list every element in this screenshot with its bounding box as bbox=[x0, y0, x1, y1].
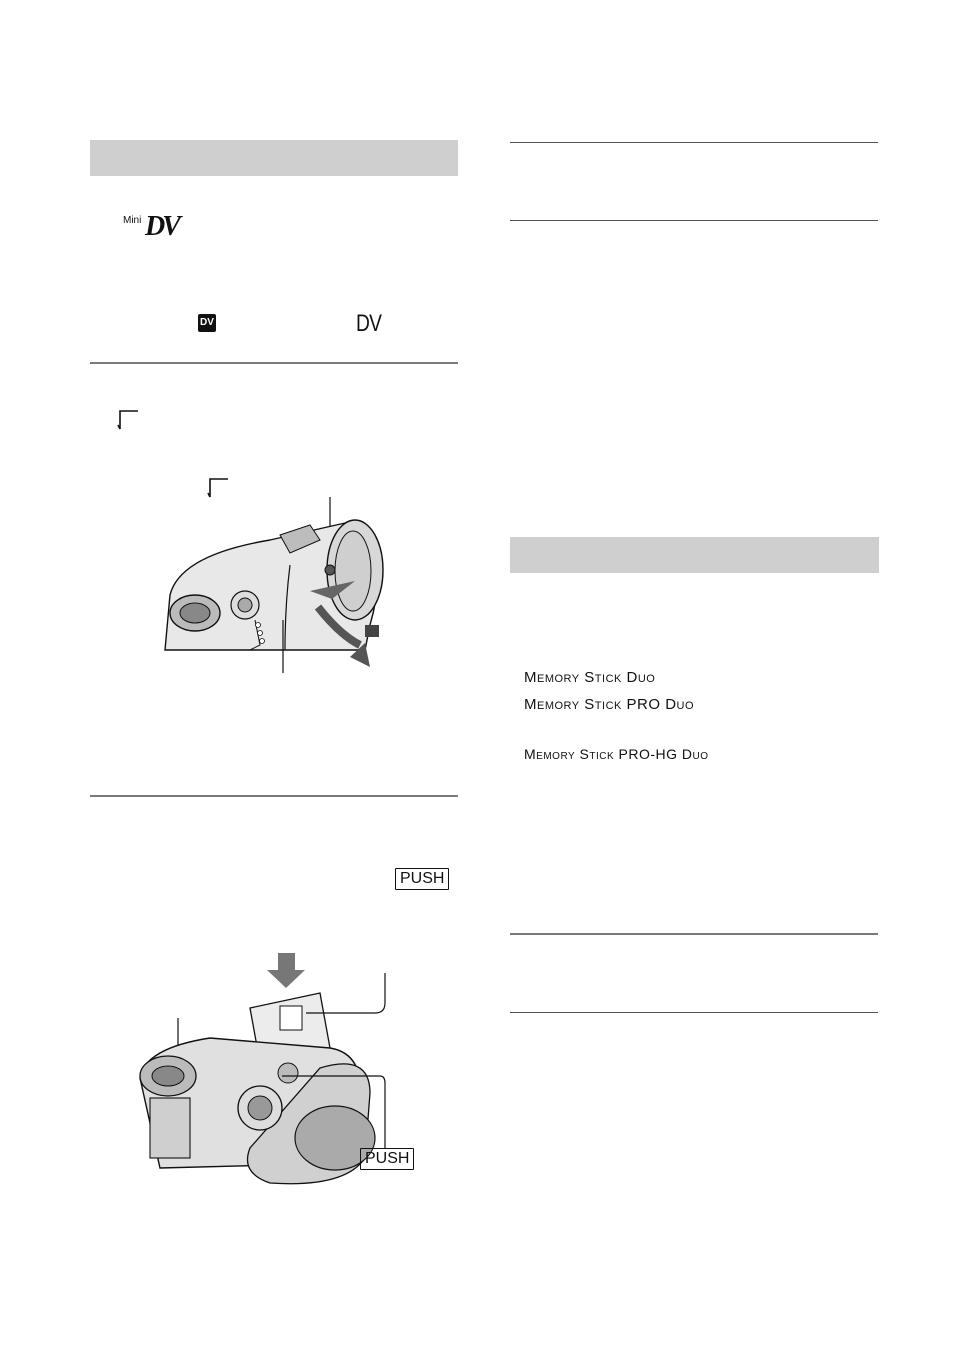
dv-plain-logo: DV bbox=[356, 310, 382, 337]
rule-right-4 bbox=[510, 1012, 878, 1013]
section-header-bar-right bbox=[510, 537, 879, 573]
mini-dv-logo bbox=[123, 213, 183, 243]
dv-box-mark-icon bbox=[198, 314, 216, 332]
mini-dv-logo-small: Mini bbox=[123, 215, 142, 226]
rule-right-2 bbox=[510, 220, 878, 221]
memory-stick-pro-hg-duo: Memory Stick PRO-HG Duo bbox=[524, 746, 709, 762]
camcorder-eject-illustration bbox=[160, 495, 390, 675]
memory-stick-duo: Memory Stick Duo bbox=[524, 669, 656, 686]
rule-right-3 bbox=[510, 933, 878, 935]
push-label-figure: PUSH bbox=[360, 1148, 414, 1170]
open-lid-icon bbox=[116, 407, 142, 433]
mini-dv-logo-big: DV bbox=[145, 211, 178, 242]
rule-left-1 bbox=[90, 362, 458, 364]
dv-box-mark-text: DV bbox=[200, 317, 214, 328]
rule-left-2 bbox=[90, 795, 458, 797]
memory-stick-pro-duo: Memory Stick PRO Duo bbox=[524, 696, 695, 713]
rule-right-1 bbox=[510, 142, 878, 143]
section-header-bar-left bbox=[90, 140, 458, 176]
push-label-text: PUSH bbox=[395, 868, 449, 890]
